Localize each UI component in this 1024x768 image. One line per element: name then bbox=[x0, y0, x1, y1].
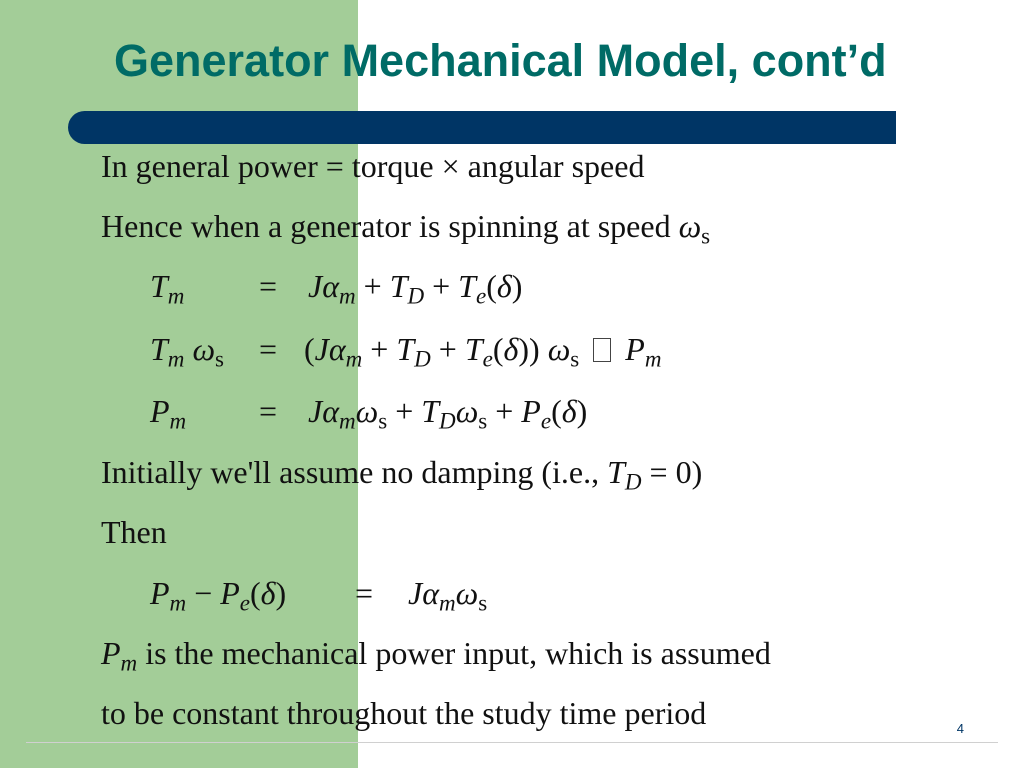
equation-4-lhs: $P_m - P_e(\delta)$ bbox=[150, 575, 287, 616]
equation-1-equals: = bbox=[258, 268, 278, 304]
equation-2-lhs: $T_m$ $\omega_s$ bbox=[150, 331, 224, 372]
text-line-power-definition: In general power = torque × angular speed bbox=[101, 148, 645, 184]
text-spinning-speed: Hence when a generator is spinning at speed bbox=[101, 208, 679, 244]
page-number: 4 bbox=[956, 721, 964, 736]
text-line-spinning-speed bbox=[101, 208, 711, 249]
text-no-damping-tail: = 0) bbox=[641, 454, 703, 490]
equation-4-rhs: $J\alpha_m\omega_s$ bbox=[408, 575, 488, 616]
slide-title: Generator Mechanical Model, cont’d bbox=[114, 35, 887, 86]
equation-1-lhs bbox=[150, 268, 185, 309]
equation-3-equals: = bbox=[258, 393, 278, 429]
equation-1-rhs: $J\alpha_m + T_D + T_e(\delta)$ bbox=[308, 268, 523, 309]
footer-divider bbox=[26, 742, 998, 743]
missing-glyph-box bbox=[593, 338, 611, 362]
equation-2-equals: = bbox=[258, 331, 278, 367]
equation-3-lhs: $P_m$ bbox=[150, 393, 187, 434]
omega-subscript: s bbox=[701, 222, 711, 249]
equation-2-rhs: $(J\alpha_m + T_D + T_e(\delta))$ $\omega_s$ $P_m$ bbox=[304, 331, 662, 372]
text-no-damping: Initially we'll assume no damping (i.e., bbox=[101, 454, 608, 490]
text-line-mechanical-power: $P_m$ is the mechanical power input, which is assumed bbox=[101, 635, 771, 676]
equation-4-equals: = bbox=[354, 575, 374, 611]
text-line-no-damping: Initially we'll assume no damping (i.e., $T_D = 0$) bbox=[101, 454, 703, 495]
text-line-constant: to be constant throughout the study time period bbox=[101, 695, 707, 731]
equation-3-rhs: $J\alpha_m\omega_s + T_D\omega_s + P_e(\delta)$ bbox=[308, 393, 588, 434]
title-underline-bar bbox=[68, 111, 896, 144]
eq1-lhs-subscript: m bbox=[167, 282, 185, 309]
text-mechanical-power: is the mechanical power input, which is assumed bbox=[137, 635, 771, 671]
omega-symbol: ω bbox=[678, 208, 702, 244]
text-line-then: Then bbox=[101, 514, 167, 550]
eq1-lhs-symbol: T bbox=[150, 268, 168, 304]
